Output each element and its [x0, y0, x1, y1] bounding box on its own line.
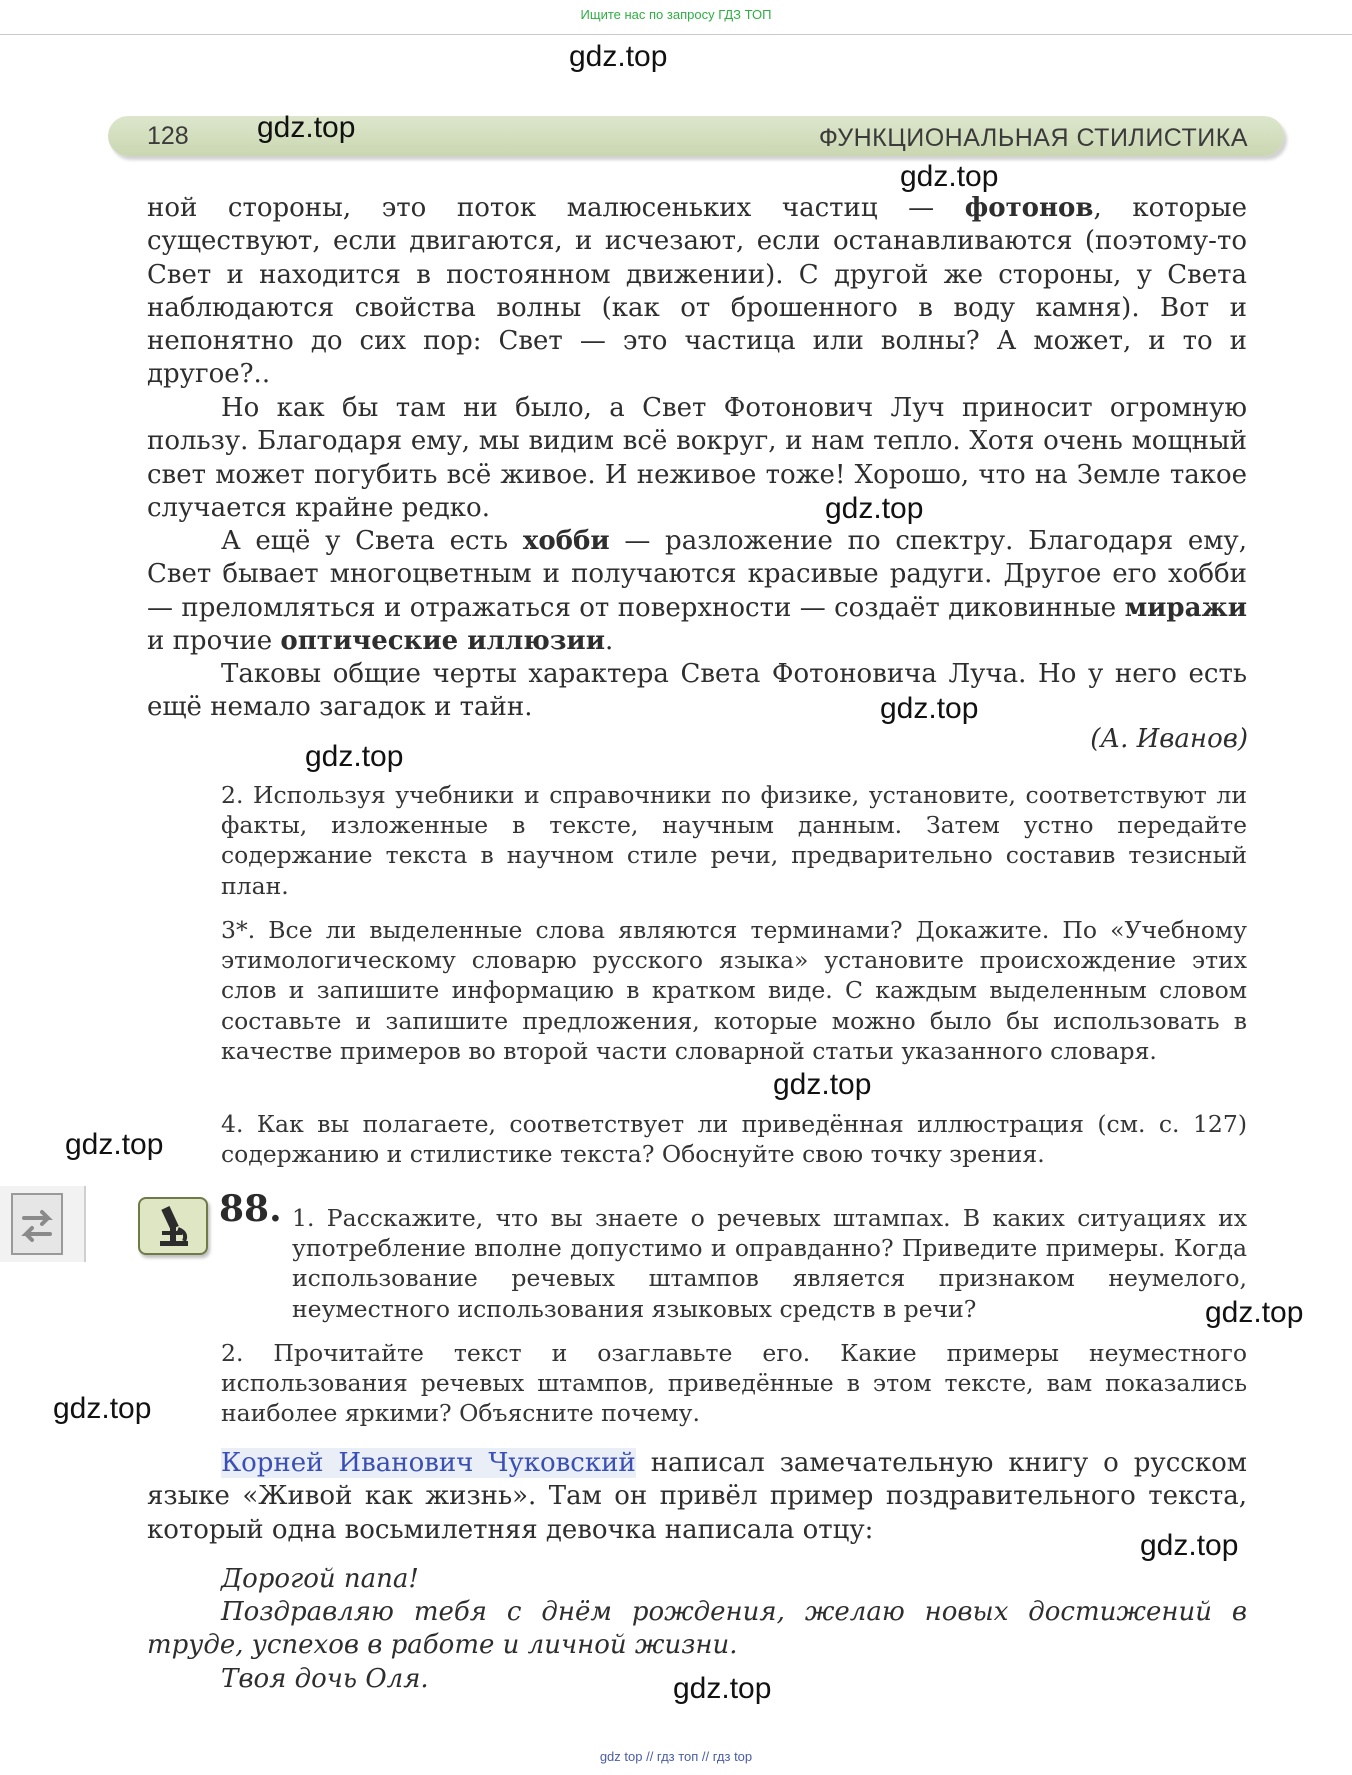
- text-paragraph-2: Но как бы там ни было, а Свет Фотонович Луч приносит огромную пользу. Благодаря ему, мы видим всё вокруг, и нам тепло. Хотя очень мощный свет может погубить всё живое. И неживое тоже! Хорошо, что на Земле такое случается крайне редко.: [147, 393, 1247, 523]
- watermark: gdz.top: [1205, 1296, 1304, 1329]
- watermark: gdz.top: [825, 492, 924, 525]
- watermark: gdz.top: [880, 692, 979, 725]
- watermark: gdz.top: [305, 740, 404, 773]
- watermark: gdz.top: [65, 1128, 164, 1161]
- letter-greeting: Дорогой папа!: [221, 1564, 419, 1594]
- footer-links[interactable]: gdz top // гдз топ // гдз top: [599, 1749, 753, 1764]
- term-photons: фотонов: [964, 193, 1094, 223]
- microscope-icon: [138, 1197, 208, 1255]
- term-mirages: миражи: [1124, 592, 1247, 623]
- task-3: 3*. Все ли выделенные слова являются терминами? Докажите. По «Учебному этимологическому словарю русского языка» установите происхождение этих слов и запишите информацию в кратком виде. С каждым выделенным словом составьте и запишите предложения, которые можно было бы использовать в качестве примеров во второй части словарной статьи указанного словаря.: [221, 916, 1247, 1065]
- watermark: gdz.top: [1140, 1529, 1239, 1562]
- watermark: gdz.top: [53, 1392, 152, 1425]
- chapter-title: ФУНКЦИОНАЛЬНАЯ СТИЛИСТИКА: [818, 124, 1248, 152]
- watermark: gdz.top: [257, 111, 356, 144]
- watermark: gdz.top: [773, 1068, 872, 1101]
- text-paragraph-3: А ещё у Света есть хобби — разложение по спектру. Благодаря ему, Свет бывает многоцветным и получаются красивые радуги. Другое его хобби — преломляться и отражаться от поверхности — создаёт диковинные миражи и прочие оптические иллюзии.: [147, 526, 1247, 656]
- exercise-question-2: 2. Прочитайте текст и озаглавьте его. Какие примеры неуместного использования речевых штампов, приведённые в этом тексте, вам показались наиболее яркими? Объясните почему.: [221, 1339, 1247, 1428]
- top-banner: Ищите нас по запросу ГДЗ ТОП: [0, 0, 1352, 35]
- watermark: gdz.top: [900, 160, 999, 193]
- task-4: 4. Как вы полагаете, соответствует ли приведённая иллюстрация (см. с. 127) содержанию и стилистике текста? Обоснуйте свою точку зрения.: [221, 1110, 1247, 1169]
- exercise-question-1: 1. Расскажите, что вы знаете о речевых штампах. В каких ситуациях их употребление вполне допустимо и оправданно? Приведите примеры. Когда использование речевых штампов является признаком неумелого, неуместного использования языковых средств в речи?: [292, 1204, 1247, 1323]
- page-number: 128: [147, 122, 189, 150]
- exercise-number: 88.: [219, 1188, 282, 1230]
- task-2: 2. Используя учебники и справочники по физике, установите, соответствуют ли факты, изложенные в тексте, научным данным. Затем устно передайте содержание текста в научном стиле речи, предварительно составив тезисный план.: [221, 781, 1247, 900]
- author-link[interactable]: Корней Иванович Чуковский: [221, 1448, 636, 1478]
- text-paragraph-1: ной стороны, это поток малюсеньких частиц — фотонов, которые существуют, если двигаются, и исчезают, если останавливаются (поэтому-то Свет и находится в постоянном движении). С другой же стороны, у Света наблюдаются свойства волны (как от брошенного в воду камня). Вот и непонятно до сих пор: Свет — это частица или волны? А может, и то и другое?..: [147, 193, 1247, 390]
- story-paragraph: Корней Иванович Чуковский написал замечательную книгу о русском языке «Живой как жизнь». Там он привёл пример поздравительного текста, который одна восьмилетняя девочка написала отцу:: [147, 1448, 1247, 1545]
- author-attribution: (А. Иванов): [1090, 724, 1248, 754]
- text-paragraph-4: Таковы общие черты характера Света Фотоновича Луча. Но у него есть ещё немало загадок и тайн.: [147, 659, 1247, 723]
- letter-body: Поздравляю тебя с днём рождения, желаю новых достижений в труде, успехов в работе и личной жизни.: [147, 1597, 1247, 1661]
- letter-signature: Твоя дочь Оля.: [221, 1664, 429, 1694]
- watermark: gdz.top: [569, 40, 668, 73]
- term-hobby: хобби: [522, 526, 610, 556]
- term-optical-illusions: оптические иллюзии: [280, 625, 605, 656]
- watermark: gdz.top: [673, 1672, 772, 1705]
- page-flip-icon[interactable]: [0, 1186, 86, 1262]
